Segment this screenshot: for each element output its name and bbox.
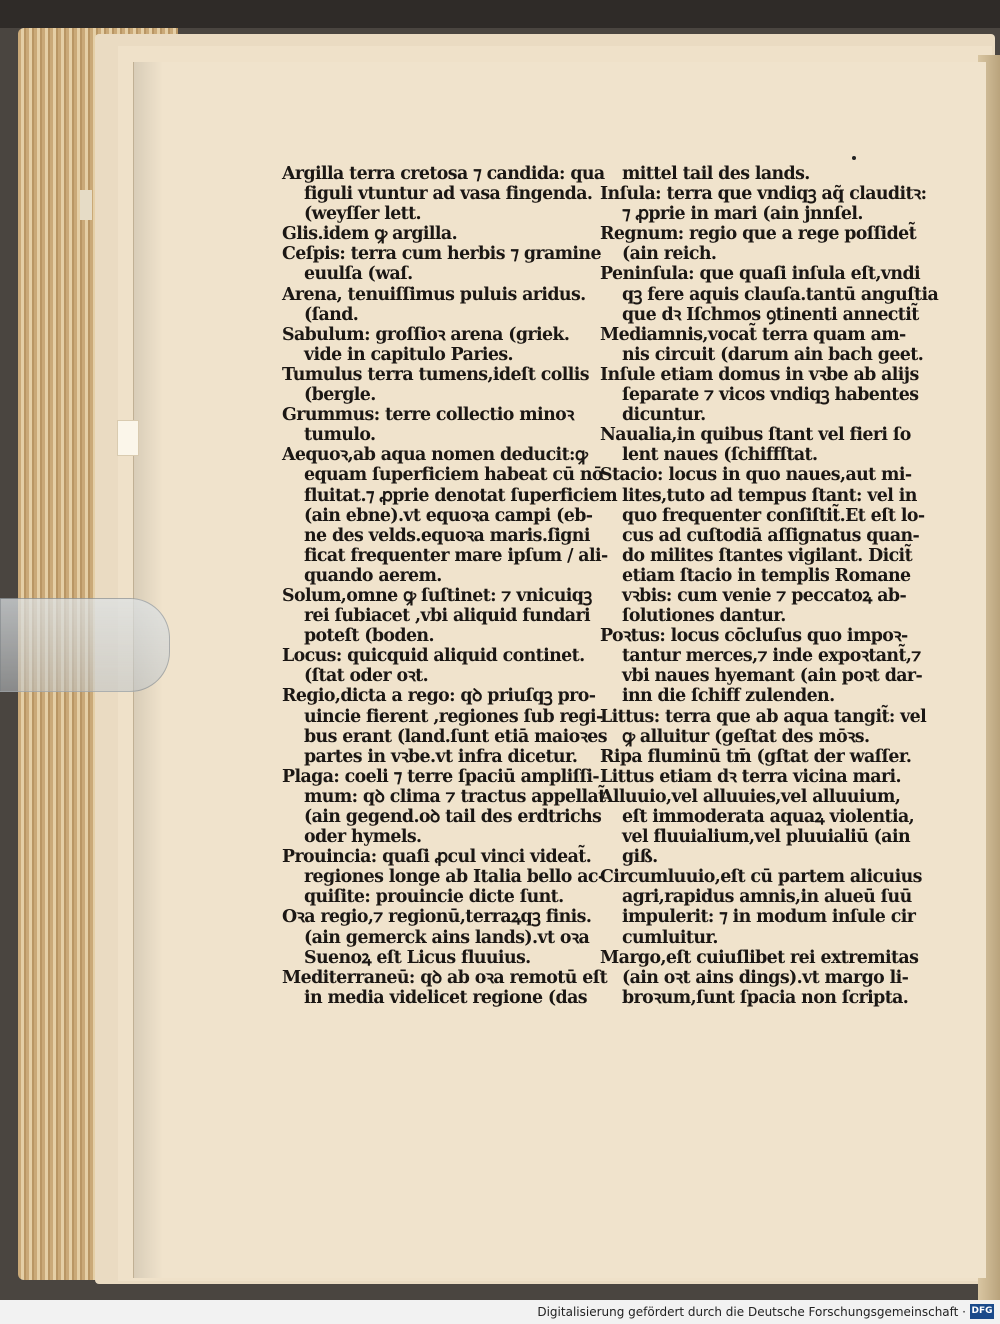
text-line: (ſtat oder oꝛt.	[304, 666, 429, 687]
text-line: quiſite: prouincie dicte ſunt.	[304, 887, 564, 908]
text-line: impulerit: ⁊ in modum inſule cir	[622, 907, 916, 928]
text-line: qꝫ fere aquis clauſa.tantū anguſtia	[622, 284, 939, 305]
text-line: ficat frequenter mare ipſum / ali-	[304, 545, 608, 566]
text-line: fluitat.⁊ ꝓprie denotat ſuperficiem	[304, 485, 618, 506]
text-line: vꝛbis: cum venie ⁊ peccatoꝝ ab-	[622, 585, 907, 606]
text-line: broꝛum,ſunt ſpacia non ſcripta.	[622, 987, 909, 1008]
text-line: rei ſubiacet ,vbi aliquid fundari	[304, 606, 591, 627]
text-line: Margo,eſt cuiuſlibet rei extremitas	[600, 947, 919, 968]
text-line: Littus: terra que ab aqua tangit̃: vel	[600, 706, 927, 727]
ink-mark	[852, 156, 856, 160]
text-line: tumulo.	[304, 425, 376, 446]
text-line: tantur merces,⁊ inde expoꝛtant̃,⁊	[622, 646, 921, 667]
text-line: ⁊ ꝓprie in mari (ain jnnſel.	[622, 204, 863, 225]
text-line: eſt immoderata aquaꝝ violentia,	[622, 807, 915, 827]
text-line: Alluuio,vel alluuies,vel alluuium,	[600, 786, 901, 807]
text-line: do milites ſtantes vigilant. Dicit̃	[622, 545, 912, 566]
text-line: (ain gemerck ains lands).vt oꝛa	[304, 927, 590, 948]
text-line: inn die ſchiff zulenden.	[622, 686, 835, 707]
text-line: Grummus: terre collectio minoꝛ	[282, 405, 574, 426]
text-line: cumluitur.	[622, 927, 718, 948]
page-marker-tab	[80, 190, 92, 220]
text-line: Inſula: terra que vndiqꝫ aq̃ clauditꝛ:	[600, 184, 927, 205]
text-line: Prouincia: quaſi ꝓcul vinci videat̃.	[282, 847, 592, 868]
text-line: Arena, tenuiſſimus puluis aridus.	[282, 284, 586, 305]
text-line: ꝙ alluitur (geſtat des mōꝛs.	[622, 726, 870, 747]
text-line: Inſule etiam domus in vꝛbe ab alijs	[600, 364, 919, 385]
text-line: nis circuit (darum ain bach geet.	[622, 344, 924, 365]
text-line: Solum,omne ꝙ ſuſtinet: ⁊ vnicuiqꝫ	[282, 585, 592, 606]
text-line: (ain reich.	[622, 244, 717, 265]
text-line: poteſt (boden.	[304, 626, 434, 647]
text-line: Regnum: regio que a rege poſſidet̃	[600, 224, 917, 245]
text-line: quando aerem.	[304, 565, 442, 586]
text-line: agri,rapidus amnis,in alueū ſuū	[622, 887, 912, 908]
text-line: Poꝛtus: locus cōcluſus quo impoꝛ-	[600, 626, 908, 647]
text-line: ſeparate ⁊ vicos vndiqꝫ habentes	[622, 385, 919, 406]
footer-credit: Digitalisierung gefördert durch die Deutsche Forschungsgemeinschaft ·	[537, 1305, 966, 1319]
text-line: vbi naues hyemant (ain poꝛt dar-	[622, 666, 923, 687]
text-line: Suenoꝝ eſt Licus fluuius.	[304, 947, 531, 968]
text-line: Locus: quicquid aliquid continet.	[282, 646, 585, 667]
text-line: equam ſuperficiem habeat cū nō	[304, 465, 603, 486]
text-line: (ſand.	[304, 304, 359, 325]
text-line: Sabulum: groſſioꝛ arena (griek.	[282, 324, 570, 345]
text-line: Ripa fluminū tm̄ (gſtat der waſſer.	[600, 746, 912, 767]
text-line: (ain oꝛt ains dings).vt margo li-	[622, 967, 909, 988]
text-line: Tumulus terra tumens,ideſt collis	[282, 364, 589, 385]
text-line: Mediamnis,vocat̃ terra quam am-	[600, 324, 906, 345]
footer-bar	[0, 1300, 1000, 1324]
text-line: etiam ſtacio in templis Romane	[622, 565, 911, 586]
text-line: Argilla terra cretosa ⁊ candida: qua	[282, 164, 605, 184]
text-line: regiones longe ab Italia bello ac-	[304, 867, 605, 888]
text-line: Plaga: coeli ⁊ terre ſpaciū ampliſſi-	[282, 766, 600, 787]
text-line: mum: qꝺ clima ⁊ tractus appellat̃	[304, 786, 606, 807]
scan-background	[0, 0, 1000, 28]
text-line: uincie fierent ,regiones ſub regi-	[304, 706, 603, 727]
text-line: Stacio: locus in quo naues,aut mi-	[600, 465, 912, 486]
text-line: Littus etiam dꝛ terra vicina mari.	[600, 766, 901, 787]
text-line: lent naues (ſchiffſtat.	[622, 445, 818, 466]
text-line: Regio,dicta a rego: qꝺ priuſqꝫ pro-	[282, 686, 596, 707]
text-line: Peninſula: que quaſi inſula eſt,vndi	[600, 264, 921, 285]
text-line: partes in vꝛbe.vt infra dicetur.	[304, 746, 578, 767]
text-line: que dꝛ Iſchmos ꝯtinenti annectit̃	[622, 304, 919, 325]
text-line: bus erant (land.ſunt etiā maioꝛes	[304, 726, 607, 747]
text-line: Mediterraneū: qꝺ ab oꝛa remotū eſt	[282, 967, 608, 988]
text-line: ne des velds.equoꝛa maris.ſigni	[304, 525, 590, 546]
right-text-column	[600, 164, 938, 1008]
left-text-column	[282, 164, 617, 1008]
text-line: euulſa (waſ.	[304, 264, 413, 285]
text-line: Oꝛa regio,⁊ regionū,terraꝝqꝫ finis.	[282, 907, 592, 928]
text-line: (ain ebne).vt equoꝛa campi (eb-	[304, 505, 593, 526]
text-line: Glis.idem ꝙ argilla.	[282, 224, 458, 245]
text-line: vide in capitulo Paries.	[304, 344, 514, 365]
text-line: lites,tuto ad tempus ſtant: vel in	[622, 485, 917, 506]
text-line: cus ad cuſtodiā aſſignatus quan-	[622, 525, 920, 546]
bookmark-tab	[117, 420, 139, 456]
text-line: quo frequenter conſiſtit̃.Et eſt lo-	[622, 505, 925, 526]
text-line: in media videlicet regione (das	[304, 987, 587, 1008]
text-line: ſolutiones dantur.	[622, 606, 786, 627]
text-line: Ceſpis: terra cum herbis ⁊ gramine	[282, 244, 601, 265]
text-line: giß.	[622, 847, 658, 868]
text-line: oder hymels.	[304, 827, 422, 848]
text-line: (ain gegend.oꝺ tail des erdtrichs	[304, 807, 602, 827]
text-line: figuli vtuntur ad vasa fingenda.	[304, 184, 593, 205]
text-line: dicuntur.	[622, 405, 706, 426]
text-line: (bergle.	[304, 385, 376, 406]
glass-clip	[0, 598, 170, 692]
dfg-logo: DFG	[970, 1304, 994, 1319]
text-line: (weyſſer lett.	[304, 204, 422, 225]
text-line: mittel tail des lands.	[622, 164, 810, 184]
text-line: Circumluuio,eſt cū partem alicuius	[600, 867, 922, 888]
text-line: Naualia,in quibus ſtant vel fieri ſo	[600, 425, 911, 446]
text-line: Aequoꝛ,ab aqua nomen deducit:ꝙ	[282, 445, 588, 466]
text-line: vel fluuialium,vel pluuialiū (ain	[622, 827, 911, 848]
